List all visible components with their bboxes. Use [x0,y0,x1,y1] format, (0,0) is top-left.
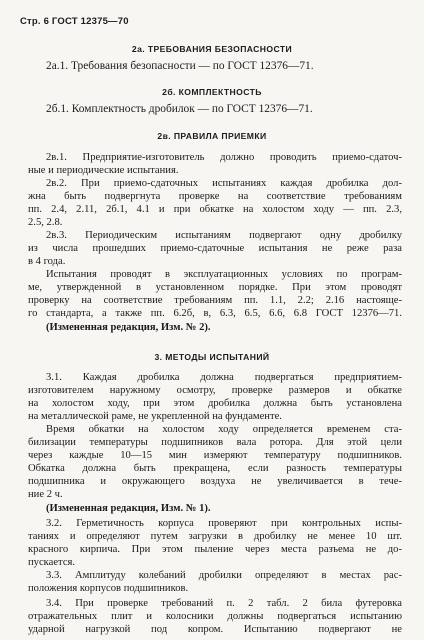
text-line: в 4 года. [28,256,66,267]
edition-note-2: (Измененная редакция, Изм. № 2). [46,322,211,333]
text-line: билизации температуры подшипников вала ротора. Для этой цели [28,437,402,448]
edition-note-1: (Измененная редакция, Изм. № 1). [46,503,211,514]
text-line: ударной нагрузкой под копром. Испытанию подвергают не [28,624,402,635]
section-title-acceptance: 2в. ПРАВИЛА ПРИЕМКИ [157,131,267,141]
section-title-safety: 2а. ТРЕБОВАНИЯ БЕЗОПАСНОСТИ [131,44,293,54]
text-line: 3.2. Герметичность корпуса проверяют при контрольных испы- [46,518,402,529]
text-line: 3.1. Каждая дробилка должна подвергаться предприятием- [46,372,402,383]
text-line: подшипника и окружающего воздуха не увеличивается в тече- [28,476,402,487]
text-line: пп. 2.4, 2.11, 2б.1, 4.1 и при обкатке на холостом ходу — пп. 2.3, [28,204,402,215]
text-line: пускается. [28,557,76,568]
text-line: Время обкатки на холостом ходу определяется временем ста- [46,424,402,435]
paragraph-2b1: 2б.1. Комплектность дробилок — по ГОСТ 12376—71. [46,103,313,115]
text-line: 3.4. При проверке требований п. 2 табл. 2 била футеровка [46,598,402,609]
text-line: 2.5, 2.8. [28,217,63,228]
text-line: жна быть подвергнута проверке на соответствие требованиям [28,191,402,202]
text-line: на холостом ходу, при этом дробилка должна быть установлена [28,398,402,409]
section-title-test-methods: 3. МЕТОДЫ ИСПЫТАНИЙ [154,352,270,362]
text-line: через каждые 10—15 мин измеряют температуру подшипников. [28,450,402,461]
text-line: Испытания проводят в эксплуатационных условиях по програм- [46,269,402,280]
text-line: 3.3. Амплитуду колебаний дробилки определяют в местах рас- [46,570,402,581]
text-line: 2в.2. При приемо-сдаточных испытаниях каждая дробилка дол- [46,178,402,189]
text-line: красного кирпича. При этом пыление через места разъема не до- [28,544,402,555]
text-line: Обкатка должна быть прекращена, если разность температуры [28,463,402,474]
text-line: проверку на соответствие требованиям пп. 1.1, 2.2; 2.16 настояще- [28,295,402,306]
text-line: ме, утвержденной в установленном порядке. При этом проводят [28,282,402,293]
text-line: на металлической раме, не укрепленной на фундаменте. [28,411,282,422]
text-line: 2в.1. Предприятие-изготовитель должно проводить приемо-сдаточ- [46,152,402,163]
text-line: отражательных плит и колосники должны подвергаться испытанию [28,611,402,622]
section-title-completeness: 2б. КОМПЛЕКТНОСТЬ [162,87,262,97]
text-line: ние 2 ч. [28,489,63,500]
text-line: положения корпусов подшипников. [28,583,189,594]
text-line: из числа прошедших приемо-сдаточные испытания не реже раза [28,243,402,254]
page-header: Стр. 6 ГОСТ 12375—70 [20,16,129,27]
text-line: изготовителем наружному осмотру, проверке размеров и обкатке [28,385,402,396]
text-line: ные и периодические испытания. [28,165,179,176]
text-line: таниях и определяют путем загрузки в дробилку не менее 10 шт. [28,531,402,542]
text-line: го стандарта, а также пп. 6.2б, в, 6.3, 6.5, 6.6, 6.8 ГОСТ 12376—71. [28,308,402,319]
paragraph-2a1: 2а.1. Требования безопасности — по ГОСТ 12376—71. [46,60,314,72]
text-line: 2в.3. Периодическим испытаниям подвергают одну дробилку [46,230,402,241]
